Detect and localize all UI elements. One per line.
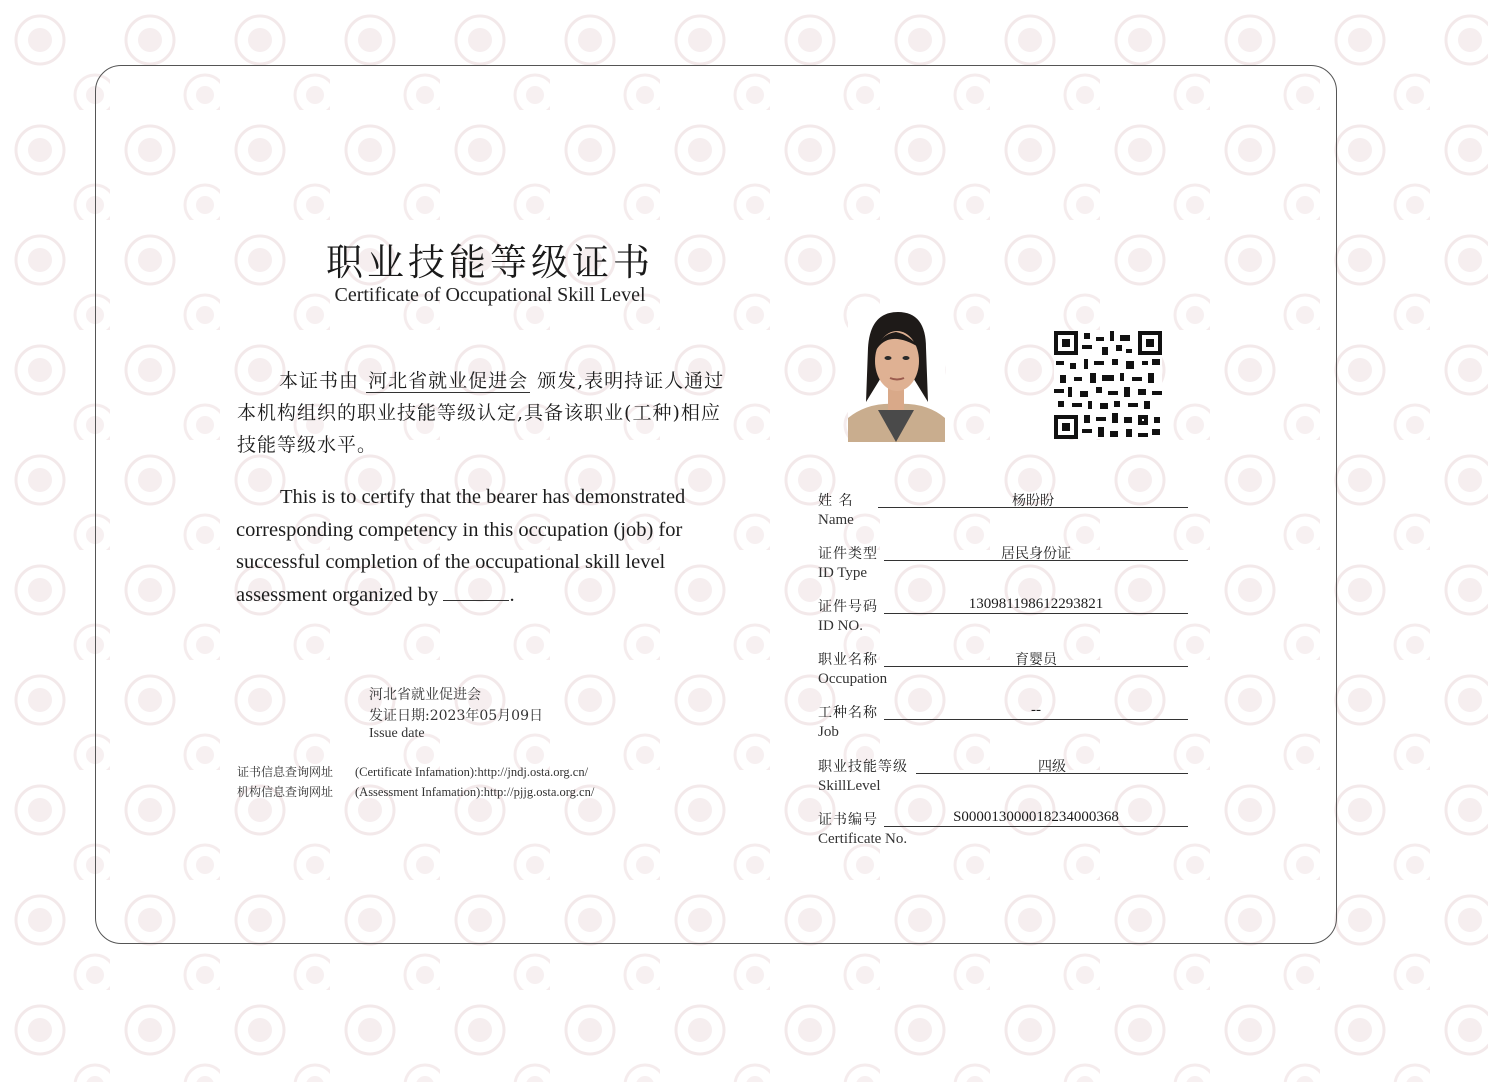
field-occupation-label-en: Occupation xyxy=(818,671,888,687)
field-id-no-value: 130981198612293821 xyxy=(968,596,1104,612)
field-skill-level-label-cn: 职业技能等级 xyxy=(818,759,908,775)
field-certificate-no-label-cn: 证书编号 xyxy=(818,812,878,828)
issue-date: 发证日期:2023年05月09日 xyxy=(369,708,543,724)
portrait-icon xyxy=(848,306,945,442)
bearer-photo xyxy=(848,306,945,442)
organization-query-label: 机构信息查询网址 xyxy=(237,785,334,799)
field-job-underline xyxy=(884,719,1188,720)
field-id-type-label-cn: 证件类型 xyxy=(818,546,878,562)
statement-chinese xyxy=(237,365,727,461)
field-job-label-cn: 工种名称 xyxy=(818,705,878,721)
statement-cn-before: 本证书由 xyxy=(279,370,360,392)
field-job xyxy=(818,702,1188,752)
field-certificate-no-underline xyxy=(884,826,1188,827)
field-certificate-no-value: S000013000018234000368 xyxy=(953,809,1119,825)
field-id-no-underline xyxy=(884,613,1188,614)
certificate-query-label: 证书信息查询网址 xyxy=(237,765,334,779)
field-name xyxy=(818,490,1188,540)
issuer-blank-line xyxy=(443,584,509,601)
certificate-title-en: Certificate of Occupational Skill Level xyxy=(334,284,646,306)
qr-code xyxy=(1054,331,1162,439)
qr-code-icon xyxy=(1054,331,1162,439)
organization-query-row xyxy=(237,783,594,800)
field-id-no xyxy=(818,596,1188,646)
field-certificate-no xyxy=(818,809,1188,859)
organization-query-url[interactable]: (Assessment Infamation):http://pjjg.osta.org.cn/ xyxy=(355,785,595,799)
field-skill-level-label-en: SkillLevel xyxy=(818,778,881,794)
statement-en-end: . xyxy=(509,583,515,606)
statement-english xyxy=(236,481,726,611)
field-job-label-en: Job xyxy=(818,724,839,740)
field-id-type-label-en: ID Type xyxy=(818,565,868,581)
issuer-name: 河北省就业促进会 xyxy=(369,687,481,703)
certificate-query-url[interactable]: (Certificate Infamation):http://jndj.osta.org.cn/ xyxy=(355,765,589,779)
statement-cn-after: 颁发,表明持证人通过本机构组织的职业技能等级认定,具备该职业(工种)相应技能等级水平。 xyxy=(237,370,725,456)
field-name-value: 杨盼盼 xyxy=(1012,493,1054,509)
field-job-value: -- xyxy=(1031,702,1041,718)
field-skill-level xyxy=(818,756,1188,806)
statement-cn-issuer: 河北省就业促进会 xyxy=(368,370,529,392)
certificate-query-row xyxy=(237,763,588,780)
field-occupation-label-cn: 职业名称 xyxy=(818,652,878,668)
field-id-type-value: 居民身份证 xyxy=(1001,546,1071,562)
issue-date-label-en: Issue date xyxy=(369,726,425,741)
statement-en-text: This is to certify that the bearer has demonstrated corresponding competency in this occupation (job) for successful completion of the occupational skill level assessment organized by xyxy=(236,486,686,606)
field-id-no-label-cn: 证件号码 xyxy=(818,599,878,615)
field-id-no-label-en: ID NO. xyxy=(818,618,863,634)
field-name-label-en: Name xyxy=(818,512,854,528)
field-certificate-no-label-en: Certificate No. xyxy=(818,831,908,847)
certificate-title-cn: 职业技能等级证书 xyxy=(326,241,654,284)
field-id-type xyxy=(818,543,1188,593)
field-occupation-value: 育婴员 xyxy=(1015,652,1057,668)
field-name-label-cn: 姓 名 xyxy=(818,493,854,509)
field-skill-level-value: 四级 xyxy=(1038,759,1066,775)
field-occupation xyxy=(818,649,1188,699)
